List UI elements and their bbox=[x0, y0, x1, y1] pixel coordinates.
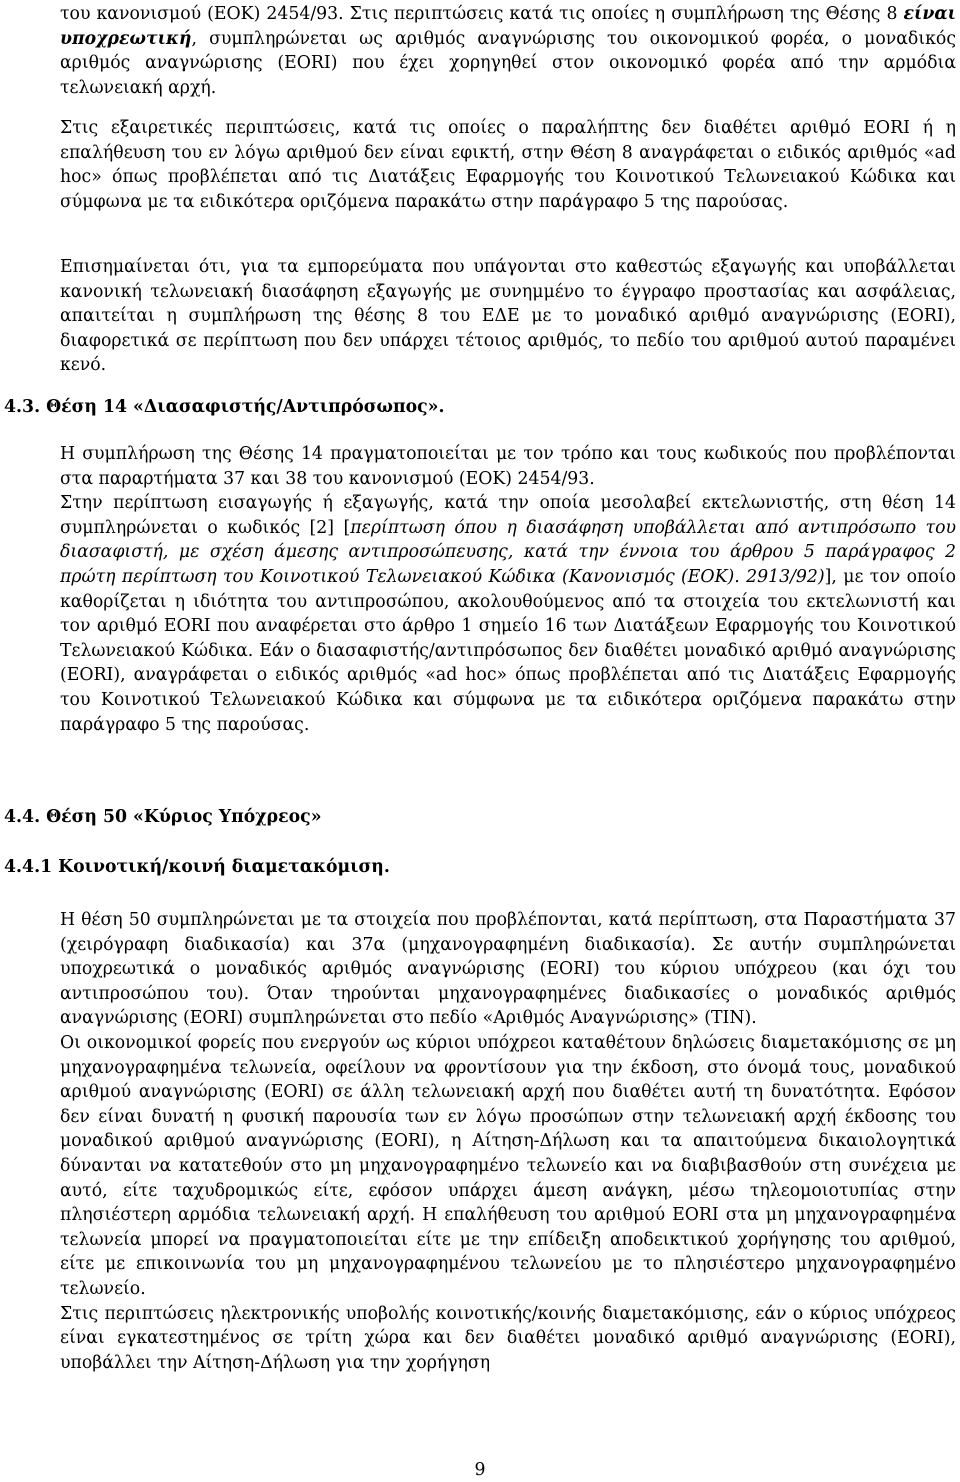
paragraph-box-14 bbox=[60, 442, 956, 737]
page-number: 9 bbox=[474, 1460, 486, 1480]
text: Στις περιπτώσεις ηλεκτρονικής υποβολής κοινοτικής/κοινής διαμετακόμισης, εάν ο κύριος υπόχρεος είναι εγκατεστημένος σε τρίτη χώρα και δεν διαθέτει μοναδικό αριθμό αναγνώρισης (EORI), υποβάλλει την Αίτηση-Δήλωση για την χορήγηση bbox=[60, 1303, 956, 1373]
text: του κανονισμού (ΕΟΚ) 2454/93. Στις περιπτώσεις κατά τις οποίες η συμπλήρωση της Θέσης 8 bbox=[60, 4, 904, 24]
heading-4-4: 4.4. Θέση 50 «Κύριος Υπόχρεος» bbox=[4, 807, 322, 827]
text: Η συμπλήρωση της Θέσης 14 πραγματοποιείται με τον τρόπο και τους κωδικούς που προβλέπονται στα παραρτήματα 37 και 38 του κανονισμού (ΕΟΚ) 2454/93. bbox=[60, 444, 956, 489]
heading-4-3: 4.3. Θέση 14 «Διασαφιστής/Αντιπρόσωπος». bbox=[4, 397, 445, 417]
text: Στην περίπτωση εισαγωγής ή εξαγωγής, κατά την οποία μεσολαβεί εκτελωνιστής, στη θέση 14 συμπληρώνεται ο κωδικός [2] [ bbox=[60, 493, 956, 538]
paragraph-eori-mandatory bbox=[60, 2, 956, 100]
paragraph-export-note: Επισημαίνεται ότι, για τα εμπορεύματα που υπάγονται στο καθεστώς εξαγωγής και υποβάλλεται κανονική τελωνειακή διασάφηση εξαγωγής με συνημμένο το έγγραφο προστασίας και ασφάλειας, απαιτείται η συμπλήρωση της θέσης 8 του ΕΔΕ με το μοναδικό αριθμό αναγνώρισης (EORI), διαφορετικά σε περίπτωση που δεν υπάρχει τέτοιος αριθμός, το πεδίο του αριθμού αυτού παραμένει κενό. bbox=[60, 257, 956, 376]
paragraph-exceptional-cases: Στις εξαιρετικές περιπτώσεις, κατά τις οποίες ο παραλήπτης δεν διαθέτει αριθμό EORI ή η επαλήθευση του εν λόγω αριθμού δεν είναι εφικτή, στην Θέση 8 αναγράφεται ο ειδικός αριθμός «ad hoc» όπως προβλέπεται από τις Διατάξεις Εφαρμογής του Κοινοτικού Τελωνειακού Κώδικα και σύμφωνα με τα ειδικότερα οριζόμενα παρακάτω στην παράγραφο 5 της παρούσας. bbox=[60, 118, 956, 212]
italic-quote: περίπτωση όπου η διασάφηση υποβάλλεται από αντιπρόσωπο του διασαφιστή, με σχέση άμεσης αντιπροσώπευσης, κατά την έννοια του άρθρου 5 παράγραφος 2 πρώτη περίπτωση του Κοινοτικού Τελωνειακού Κώδικα (Κανονισμός (ΕΟΚ). 2913/92) bbox=[60, 517, 956, 587]
text: ], με τον οποίο καθορίζεται η ιδιότητα του αντιπροσώπου, ακολουθούμενος από τα στοιχεία του εκτελωνιστή και τον αριθμό EORI που αναφέρεται στο άρθρο 1 σημείο 16 των Διατάξεων Εφαρμογής του Κοινοτικού Τελωνειακού Κώδικα. Εάν ο διασαφιστής/αντιπρόσωπος δεν διαθέτει μοναδικό αριθμό αναγνώρισης (EORI), αναγράφεται ο ειδικός αριθμός «ad hoc» όπως προβλέπεται από τις Διατάξεις Εφαρμογής του Κοινοτικού Τελωνειακού Κώδικα και σύμφωνα με τα ειδικότερα οριζόμενα παρακάτω στην παράγραφο 5 της παρούσας. bbox=[60, 566, 956, 735]
heading-4-4-1: 4.4.1 Κοινοτική/κοινή διαμετακόμιση. bbox=[4, 857, 390, 877]
emphasis-mandatory: είναι υποχρεωτική bbox=[60, 4, 956, 49]
text: Η θέση 50 συμπληρώνεται με τα στοιχεία που προβλέπονται, κατά περίπτωση, στα Παραστήματα 37 (χειρόγραφη διαδικασία) και 37α (μηχανογραφημένη διαδικασία). Σε αυτήν συμπληρώνεται υποχρεωτικά ο μοναδικός αριθμός αναγνώρισης (EORI) του κύριου υπόχρεου (και όχι του αντιπροσώπου του). Όταν τηρούνται μηχανογραφημένες διαδικασίες ο μοναδικός αριθμός αναγνώρισης (EORI) συμπληρώνεται στο πεδίο «Αριθμός Αναγνώρισης» (TIN). bbox=[60, 910, 956, 1029]
paragraph-box-50 bbox=[60, 908, 956, 1375]
text: Οι οικονομικοί φορείς που ενεργούν ως κύριοι υπόχρεοι καταθέτουν δηλώσεις διαμετακόμισης σε μη μηχανογραφημένα τελωνεία, οφείλουν να φροντίσουν για την έκδοση, στο όνομά τους, μοναδικού αριθμού αναγνώρισης (EORI) σε άλλη τελωνειακή αρχή που διαθέτει αυτή τη δυνατότητα. Εφόσον δεν είναι δυνατή η φυσική παρουσία των εν λόγω προσώπων στην τελωνειακή αρχή έκδοσης του μοναδικού αριθμού αναγνώρισης (EORI), η Αίτηση-Δήλωση και τα απαιτούμενα δικαιολογητικά δύνανται να κατατεθούν στο μη μηχανογραφημένο τελωνείο και να διαβιβασθούν στη συνέχεια με αυτό, είτε ταχυδρομικώς είτε, εφόσον υπάρχει άμεση ανάγκη, μέσω τηλεομοιοτυπίας στην πλησιέστερη αρμόδια τελωνειακή αρχή. Η επαλήθευση του αριθμού EORI στα μη μηχανογραφημένα τελωνεία μπορεί να πραγματοποιείται είτε με την επίδειξη αποδεικτικού χορήγησης του αριθμού, είτε με επικοινωνία του μη μηχανογραφημένου τελωνείου με το πλησιέστερο μηχανογραφημένο τελωνείο. bbox=[60, 1032, 956, 1299]
text: , συμπληρώνεται ως αριθμός αναγνώρισης του οικονομικού φορέα, ο μοναδικός αριθμός αναγνώρισης (EORI) που έχει χορηγηθεί στον οικονομικό φορέα από την αρμόδια τελωνειακή αρχή. bbox=[60, 28, 956, 98]
